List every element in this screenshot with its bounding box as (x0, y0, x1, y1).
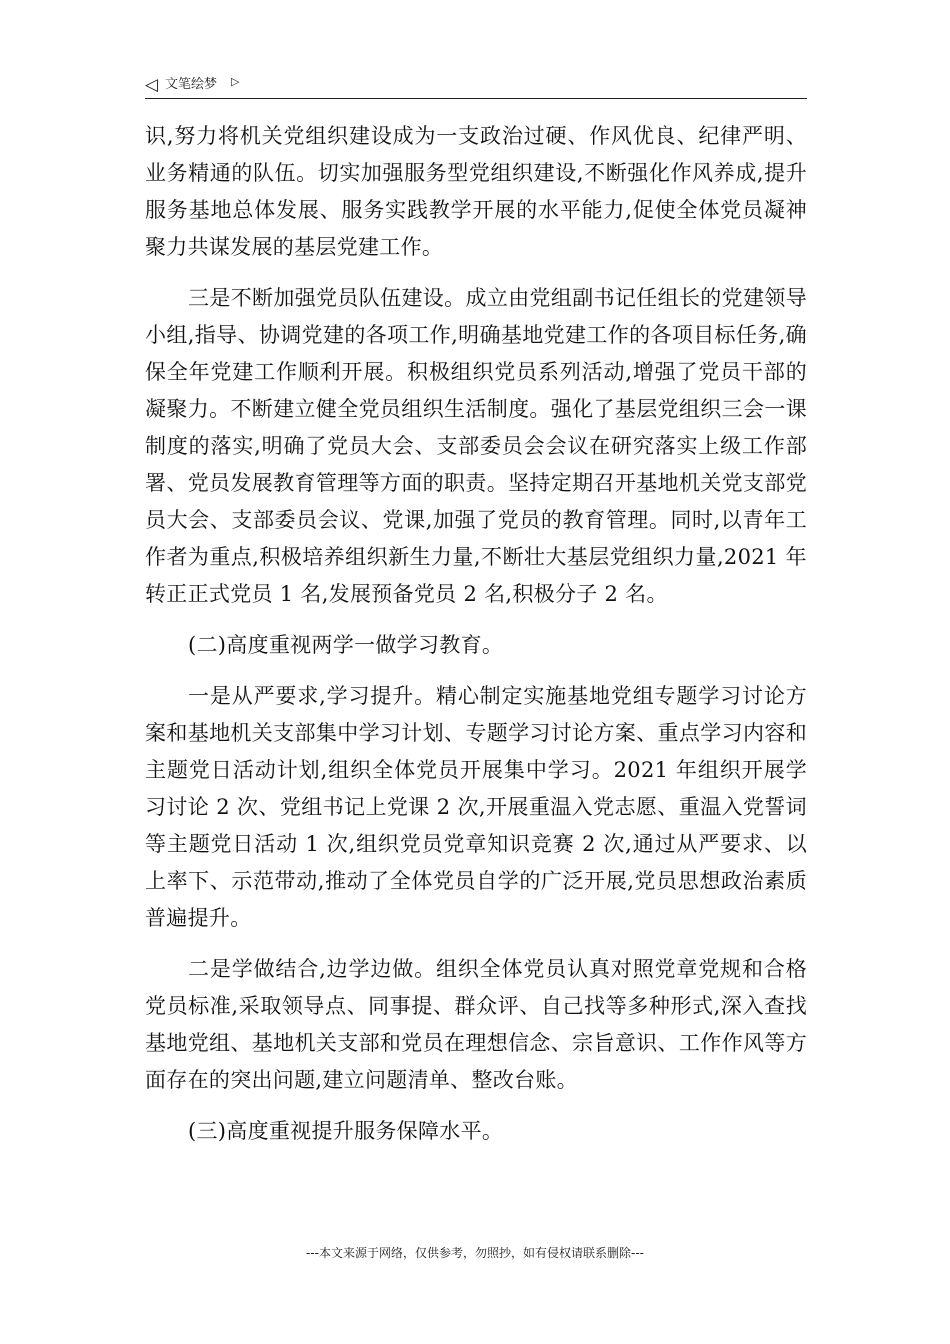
triangle-left-icon: ◁ (145, 75, 159, 95)
paragraph-strict-study: 一是从严要求,学习提升。精心制定实施基地党组专题学习讨论方案和基地机关支部集中学习计划、专题学习讨论方案、重点学习内容和主题党日活动计划,组织全体党员开展集中学习。2021 年组织开展学习讨论 2 次、党组书记上党课 2 次,开展重温入党志愿、重温入党誓词等主题党日活动 1 次,组织党员党章知识竞赛 2 次,通过从严要求、以上率下、示范带动,推动了全体党员自学的广泛开展,党员思想政治素质普遍提升。 (145, 684, 807, 930)
paragraph-learn-and-do: 二是学做结合,边学边做。组织全体党员认真对照党章党规和合格党员标准,采取领导点、同事提、群众评、自己找等多种形式,深入查找基地党组、基地机关支部和党员在理想信念、宗旨意识、工作作风等方面存在的突出问题,建立问题清单、整改台账。 (145, 957, 807, 1092)
header-title: 文笔绘梦 (165, 77, 218, 92)
paragraph-continuation: 识,努力将机关党组织建设成为一支政治过硬、作风优良、纪律严明、业务精通的队伍。切实加强服务型党组织建设,不断强化作风养成,提升服务基地总体发展、服务实践教学开展的水平能力,促使全体党员凝神聚力共谋发展的基层党建工作。 (145, 124, 807, 259)
document-body (145, 118, 807, 1164)
footer-notice: ---本文来源于网络，仅供参考，勿照抄，如有侵权请联系删除--- (306, 1246, 644, 1260)
section-heading-3: (三)高度重视提升服务保障水平。 (188, 1119, 504, 1143)
page-header (145, 74, 807, 99)
paragraph-party-team-building: 三是不断加强党员队伍建设。成立由党组副书记任组长的党建领导小组,指导、协调党建的各项工作,明确基地党建工作的各项目标任务,确保全年党建工作顺利开展。积极组织党员系列活动,增强了党员干部的凝聚力。不断建立健全党员组织生活制度。强化了基层党组织三会一课制度的落实,明确了党员大会、支部委员会会议在研究落实上级工作部署、党员发展教育管理等方面的职责。坚持定期召开基地机关党支部党员大会、支部委员会议、党课,加强了党员的教育管理。同时,以青年工作者为重点,积极培养组织新生力量,不断壮大基层党组织力量,2021 年转正正式党员 1 名,发展预备党员 2 名,积极分子 2 名。 (145, 286, 807, 606)
section-heading-2: (二)高度重视两学一做学习教育。 (188, 633, 504, 657)
triangle-right-icon: ▷ (231, 75, 240, 88)
